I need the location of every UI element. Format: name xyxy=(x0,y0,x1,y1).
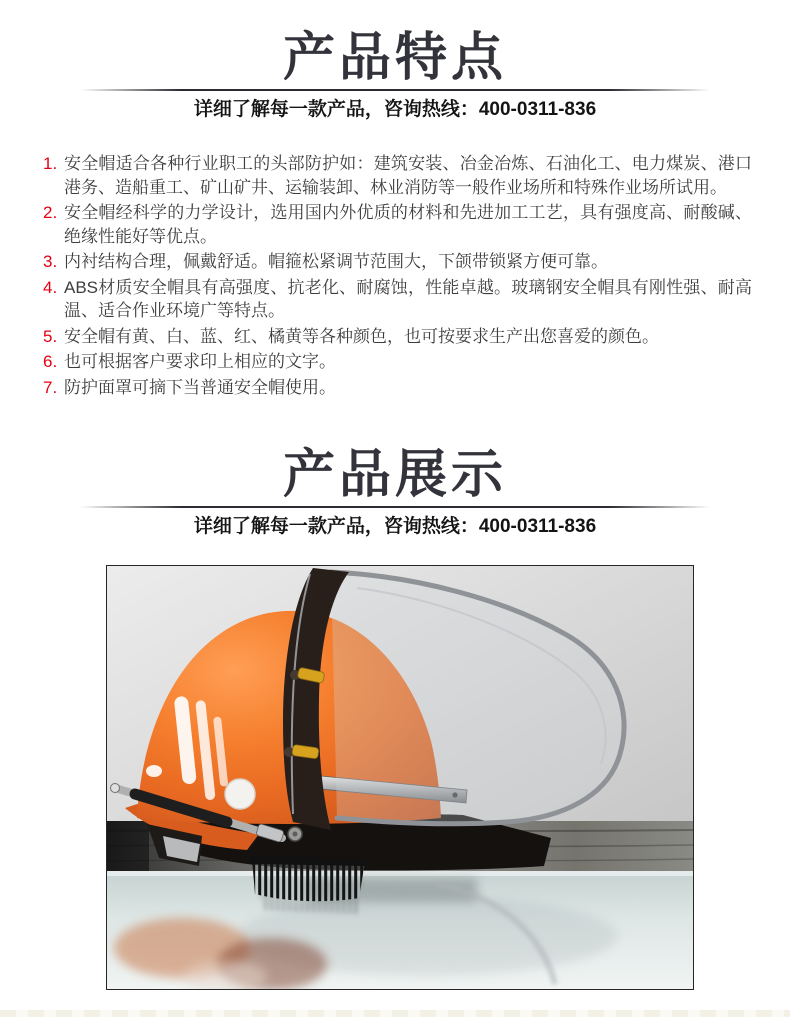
feature-text: 安全帽适合各种行业职工的头部防护如：建筑安装、冶金冶炼、石油化工、电力煤炭、港口港务、造船重工、矿山矿井、运输装卸、林业消防等一般作业场所和特殊作业场所试用。 xyxy=(64,154,752,197)
feature-item xyxy=(43,376,752,400)
feature-number: 5. xyxy=(43,326,58,346)
feature-number: 6. xyxy=(43,352,58,371)
feature-item xyxy=(43,250,752,274)
feature-number: 1. xyxy=(43,154,58,173)
feature-item xyxy=(43,201,752,248)
next-section-image-edge xyxy=(0,1010,790,1017)
feature-item xyxy=(43,276,752,323)
showcase-title: 产品展示 xyxy=(282,446,507,504)
feature-number: 7. xyxy=(43,377,58,397)
features-hotline-subtitle: 详细了解每一款产品，咨询热线：400-0311-836 xyxy=(193,99,597,120)
feature-text: 安全帽有黄、白、蓝、红、橘黄等各种颜色，也可按要求生产出您喜爱的颜色。 xyxy=(64,326,659,346)
features-divider xyxy=(80,89,710,91)
feature-text: ABS材质安全帽具有高强度、抗老化、耐腐蚀，性能卓越。玻璃钢安全帽具有刚性强、耐高温、适合作业环境广等特点。 xyxy=(64,277,752,320)
features-section-header xyxy=(0,31,790,122)
feature-number: 2. xyxy=(43,203,58,222)
showcase-divider xyxy=(80,506,710,508)
feature-number: 4. xyxy=(43,277,58,297)
feature-item xyxy=(43,152,752,199)
feature-text: 防护面罩可摘下当普通安全帽使用。 xyxy=(64,377,336,397)
feature-number: 3. xyxy=(43,252,58,271)
feature-item xyxy=(43,350,752,374)
features-title: 产品特点 xyxy=(282,29,507,87)
feature-item xyxy=(43,325,752,349)
feature-text: 也可根据客户要求印上相应的文字。 xyxy=(64,352,336,371)
feature-list xyxy=(43,152,752,401)
product-photo xyxy=(106,565,694,990)
helmet-photo-illustration xyxy=(107,566,693,989)
feature-text: 安全帽经科学的力学设计，选用国内外优质的材料和先进加工工艺，具有强度高、耐酸碱、绝缘性能好等优点。 xyxy=(64,203,752,246)
showcase-section-header xyxy=(0,448,790,539)
showcase-hotline-subtitle: 详细了解每一款产品，咨询热线：400-0311-836 xyxy=(193,516,597,537)
feature-text: 内衬结构合理，佩戴舒适。帽箍松紧调节范围大，下颌带锁紧方便可靠。 xyxy=(64,252,608,271)
